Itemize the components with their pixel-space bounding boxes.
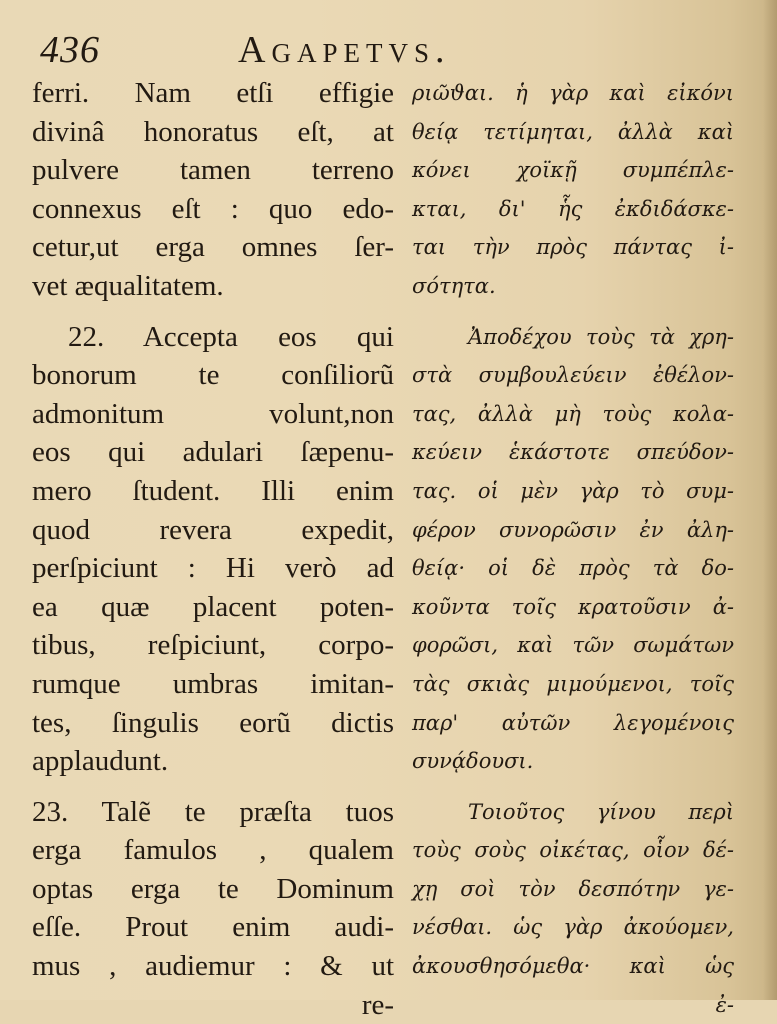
greek-line: τας, ἀλλὰ μὴ τοὺς κολα- xyxy=(412,401,734,426)
greek-line: ἀκουσθησόμεθα· καὶ ὡς xyxy=(412,954,734,979)
latin-column xyxy=(32,74,394,1024)
latin-line: mus , audiemur : & ut xyxy=(32,950,394,983)
greek-line: θείᾳ τετίμηται, ἀλλὰ καὶ xyxy=(412,119,734,144)
greek-line: παρ' αὐτῶν λεγομένοις xyxy=(412,710,734,735)
greek-line: τοὺς σοὺς οἰκέτας, οἷον δέ- xyxy=(412,838,734,863)
latin-line: mero ſtudent. Illi enim xyxy=(32,474,394,507)
latin-line: tibus, reſpiciunt, corpo- xyxy=(32,629,394,662)
latin-line: ea quæ placent poten- xyxy=(32,590,394,623)
greek-line: ται τὴν πρὸς πάντας ἰ- xyxy=(412,235,734,260)
greek-line: τας. οἱ μὲν γὰρ τὸ συμ- xyxy=(412,478,734,503)
greek-line: κεύειν ἑκάστοτε σπεύδον- xyxy=(412,440,734,465)
latin-line: vet æqualitatem. xyxy=(32,269,224,302)
greek-line: στὰ συμβουλεύειν ἐθέλον- xyxy=(412,363,734,388)
greek-paragraph-start: Τοιοῦτος γίνου περὶ xyxy=(468,799,734,824)
latin-line: optas erga te Dominum xyxy=(32,872,394,905)
latin-line: cetur,ut erga omnes ſer- xyxy=(32,231,394,264)
latin-line: perſpiciunt : Hi verò ad xyxy=(32,552,394,585)
paragraph-22-start: 22. Accepta eos qui xyxy=(68,320,394,353)
greek-column xyxy=(412,74,734,1024)
latin-line: bonorum te conſiliorũ xyxy=(32,359,394,392)
latin-line: quod revera expedit, xyxy=(32,513,394,546)
greek-line: τὰς σκιὰς μιμούμενοι, τοῖς xyxy=(412,671,734,696)
greek-line: συνᾴδουσι. xyxy=(412,749,534,774)
running-head xyxy=(40,28,560,78)
page-edge-shadow xyxy=(763,0,777,1000)
latin-line: rumque umbras imitan- xyxy=(32,667,394,700)
greek-paragraph-start: Ἀποδέχου τοὺς τὰ χρη- xyxy=(468,324,734,349)
greek-line: σότητα. xyxy=(412,273,496,298)
greek-line: φέρον συνορῶσιν ἐν ἀλη- xyxy=(412,517,734,542)
latin-line: admonitum volunt,non xyxy=(32,397,394,430)
latin-line: ferri. Nam etſi effigie xyxy=(32,77,394,109)
greek-line: θείᾳ· οἱ δὲ πρὸς τὰ δο- xyxy=(412,556,734,581)
running-title: Agapetvs. xyxy=(238,29,451,71)
latin-line: applaudunt. xyxy=(32,745,169,778)
greek-line: ριῶϑαι. ἡ γὰρ καὶ εἰκόνι xyxy=(412,81,734,105)
latin-line: tes, ſingulis eorũ dictis xyxy=(32,706,394,739)
latin-line: pulvere tamen terreno xyxy=(32,154,394,187)
catchword: re- xyxy=(361,988,394,1021)
greek-catchword: ἐ- xyxy=(715,992,734,1017)
latin-line: connexus eſt : quo edo- xyxy=(32,192,394,225)
paragraph-23-start: 23. Talẽ te præſta tuos xyxy=(32,795,394,828)
greek-line: χῃ σοὶ τὸν δεσπότην γε- xyxy=(412,876,734,901)
greek-line: κοῦντα τοῖς κρατοῦσιν ἀ- xyxy=(412,594,734,619)
greek-line: νέσθαι. ὡς γὰρ ἀκούομεν, xyxy=(412,915,734,940)
latin-line: divinâ honoratus eſt, at xyxy=(32,115,394,148)
greek-line: κόνει χοϊκῇ συμπέπλε- xyxy=(412,158,734,183)
latin-line: eſſe. Prout enim audi- xyxy=(32,911,394,944)
page-number: 436 xyxy=(40,29,100,71)
greek-line: κται, δι' ἧς ἐκδιδάσκε- xyxy=(412,196,734,221)
greek-line: φορῶσι, καὶ τῶν σωμάτων xyxy=(412,633,734,658)
latin-line: erga famulos , qualem xyxy=(32,834,394,867)
latin-line: eos qui adulari ſæpenu- xyxy=(32,436,394,469)
